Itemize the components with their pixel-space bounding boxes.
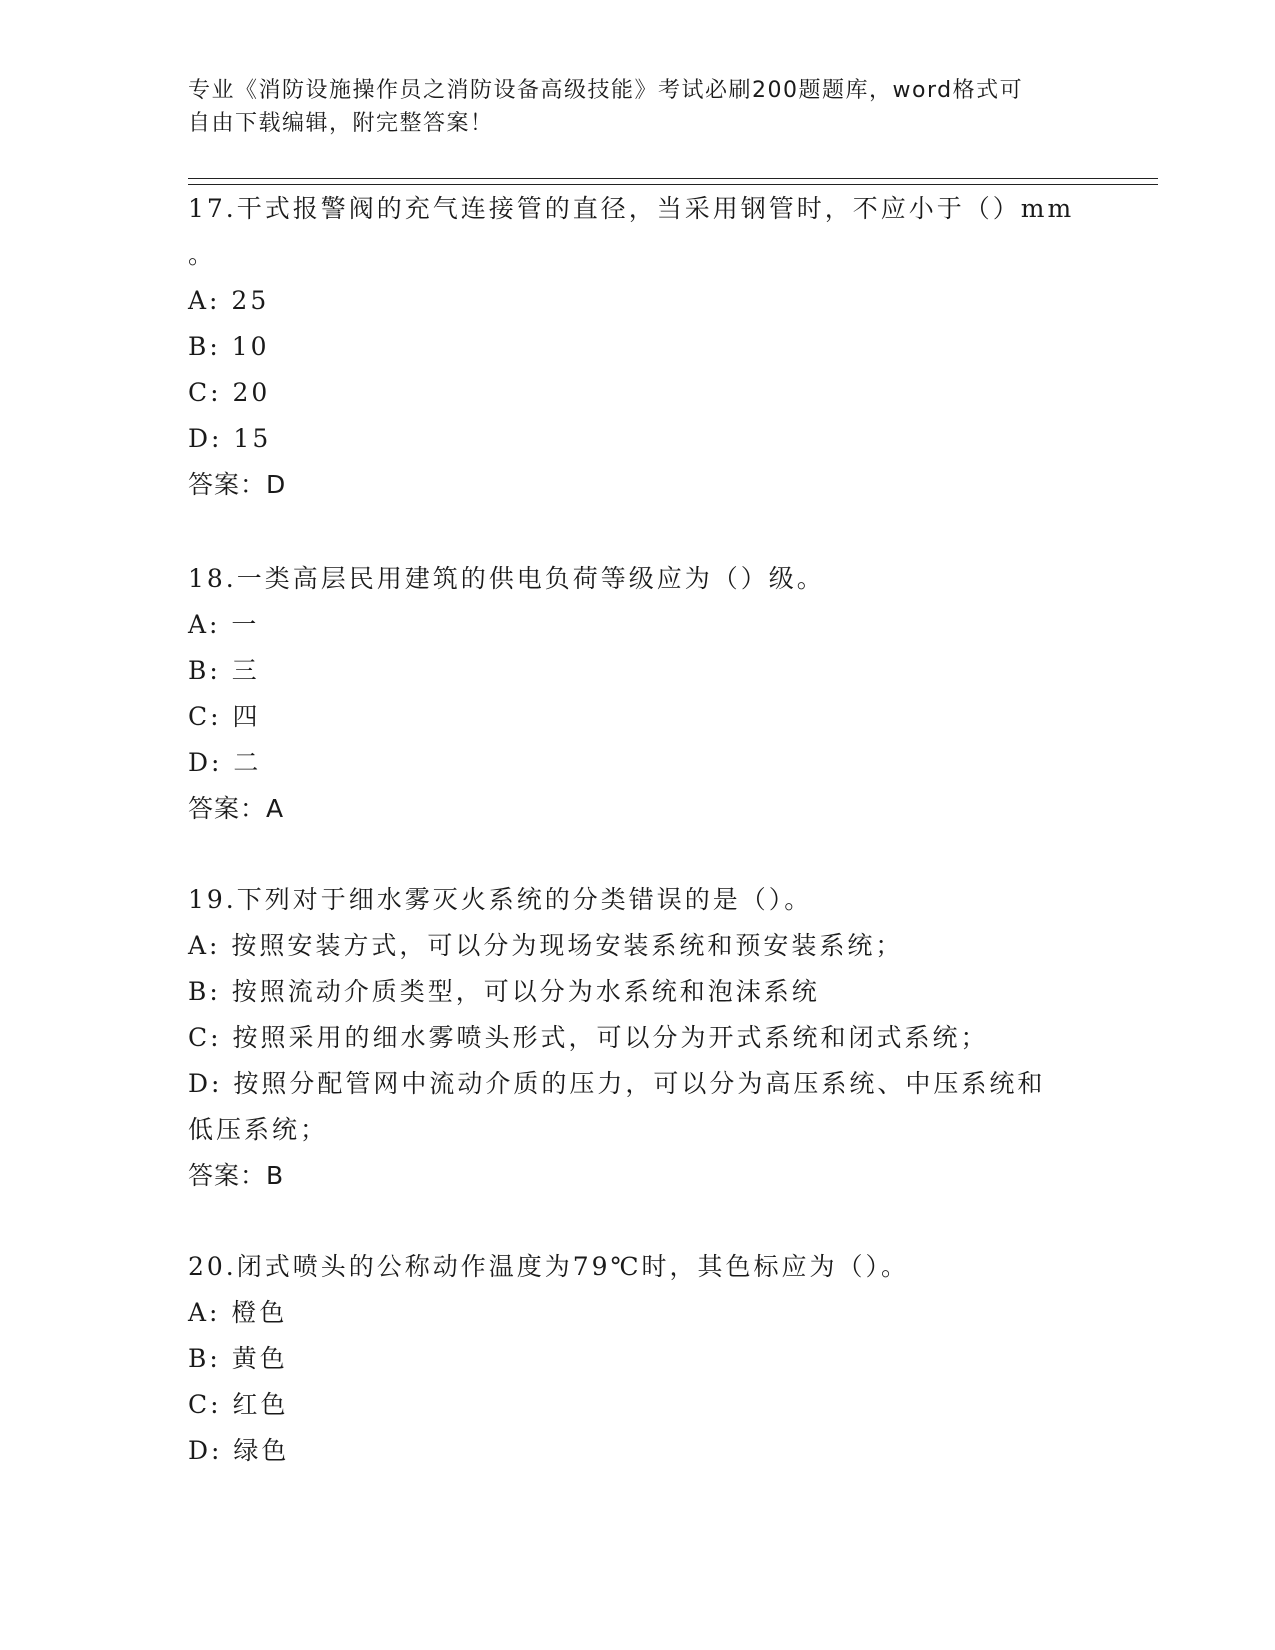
answer: 答案：A bbox=[188, 794, 285, 823]
question-stem: 19.下列对于细水雾灭火系统的分类错误的是（）。 bbox=[188, 885, 813, 914]
option-b: B: 10 bbox=[188, 332, 270, 361]
option-a: A: 25 bbox=[188, 286, 270, 315]
question-19 bbox=[188, 877, 1088, 1199]
option-c: C: 四 bbox=[188, 702, 261, 731]
option-d: D: 按照分配管网中流动介质的压力，可以分为高压系统、中压系统和 bbox=[188, 1069, 1046, 1098]
question-stem-continuation: 。 bbox=[188, 240, 217, 269]
option-b: B: 黄色 bbox=[188, 1344, 288, 1373]
answer: 答案：B bbox=[188, 1161, 285, 1190]
option-d: D: 绿色 bbox=[188, 1436, 290, 1465]
header-line-1: 专业《消防设施操作员之消防设备高级技能》考试必刷200题题库，word格式可 bbox=[188, 78, 1024, 103]
option-a: A: 按照安装方式，可以分为现场安装系统和预安装系统； bbox=[188, 931, 904, 960]
question-stem: 17.干式报警阀的充气连接管的直径，当采用钢管时，不应小于（）mm bbox=[188, 194, 1075, 223]
question-stem: 20.闭式喷头的公称动作温度为79℃时，其色标应为（）。 bbox=[188, 1252, 910, 1281]
question-18 bbox=[188, 556, 1088, 832]
option-c: C: 按照采用的细水雾喷头形式，可以分为开式系统和闭式系统； bbox=[188, 1023, 989, 1052]
option-d: D: 15 bbox=[188, 424, 272, 453]
option-c: C: 20 bbox=[188, 378, 271, 407]
header-divider-bottom bbox=[188, 184, 1158, 185]
header-divider-top bbox=[188, 178, 1158, 179]
option-d: D: 二 bbox=[188, 748, 262, 777]
header-line-2: 自由下载编辑，附完整答案！ bbox=[188, 111, 494, 136]
option-a: A: 一 bbox=[188, 610, 260, 639]
option-b: B: 按照流动介质类型，可以分为水系统和泡沫系统 bbox=[188, 977, 820, 1006]
option-c: C: 红色 bbox=[188, 1390, 289, 1419]
question-stem: 18.一类高层民用建筑的供电负荷等级应为（）级。 bbox=[188, 564, 825, 593]
document-header bbox=[188, 74, 1088, 140]
option-b: B: 三 bbox=[188, 656, 260, 685]
option-d-continuation: 低压系统； bbox=[188, 1115, 329, 1144]
option-a: A: 橙色 bbox=[188, 1298, 288, 1327]
answer: 答案：D bbox=[188, 470, 287, 499]
question-17 bbox=[188, 186, 1088, 508]
question-20 bbox=[188, 1244, 1088, 1474]
